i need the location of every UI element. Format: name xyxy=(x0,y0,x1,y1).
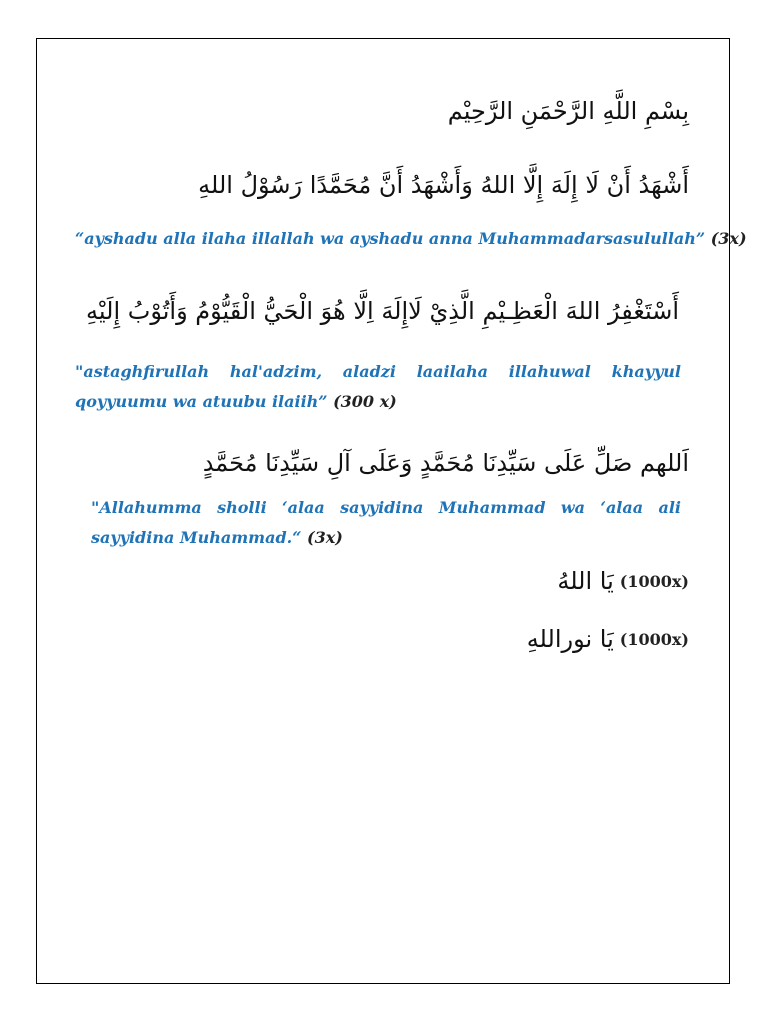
salawat-transliteration xyxy=(91,493,681,553)
ya-nurallah-count: (1000x) xyxy=(619,629,689,649)
shahada-translit-text: “ayshadu alla ilaha illallah wa ayshadu anna Muhammadarsasulullah” xyxy=(75,229,706,248)
istighfar-arabic: أَسْتَغْفِرُ اللهَ الْعَظِـيْمِ الَّذِيْ لَاإِلَهَ اِلَّا هُوَ الْحَيُّ الْقَيُّوْمُ وَأَتُوْبُ إِلَيْهِ xyxy=(86,297,679,325)
shahada-transliteration xyxy=(75,224,747,254)
ya-allah-count: (1000x) xyxy=(619,571,689,591)
ya-nurallah-arabic: يَا نوراللهِ xyxy=(526,625,614,653)
salawat-translit-text: "Allahumma sholli ‘alaa sayyidina Muhammad wa ‘alaa ali sayyidina Muhammad.“ xyxy=(91,498,681,547)
istighfar-translit-text: "astaghfirullah hal'adzim, aladzi laailaha illahuwal khayyul qoyyuumu wa atuubu ilaiih” xyxy=(75,362,681,411)
ya-allah-arabic: يَا اللهُ xyxy=(557,567,614,595)
ya-allah-line xyxy=(557,567,689,595)
shahada-count: (3x) xyxy=(710,229,747,248)
istighfar-count: (300 x) xyxy=(333,392,397,411)
salawat-arabic: اَللهم صَلِّ عَلَى سَيِّدِنَا مُحَمَّدٍ وَعَلَى آلِ سَيِّدِنَا مُحَمَّدٍ xyxy=(202,449,689,477)
salawat-count: (3x) xyxy=(307,528,343,547)
basmala-text: بِسْمِ اللَّهِ الرَّحْمَنِ الرَّحِيْم xyxy=(447,97,689,125)
ya-nurallah-line xyxy=(527,625,689,653)
istighfar-transliteration xyxy=(75,357,681,417)
document-page xyxy=(36,38,747,984)
shahada-arabic: أَشْهَدُ أَنْ لَا إِلَهَ إِلَّا اللهُ وَأَشْهَدُ أَنَّ مُحَمَّدًا رَسُوْلُ اللهِ xyxy=(198,171,689,199)
